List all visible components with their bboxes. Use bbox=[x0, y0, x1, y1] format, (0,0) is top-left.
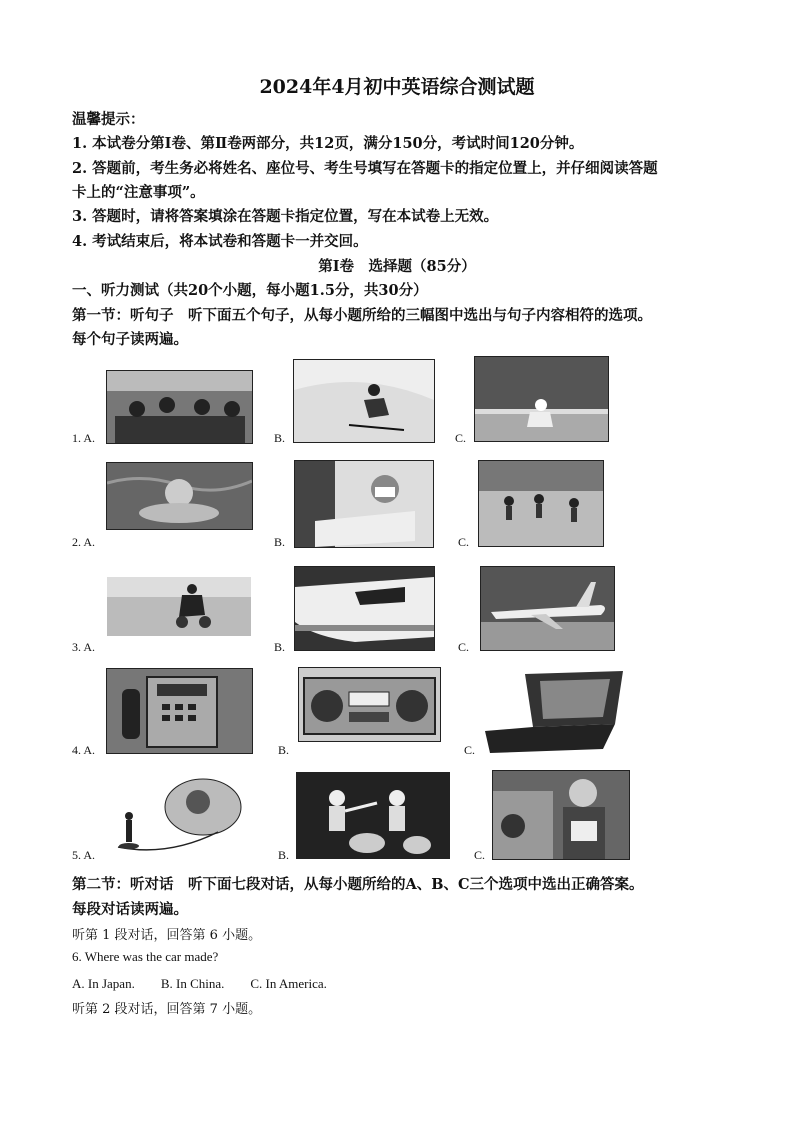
question-6: 6. Where was the car made? bbox=[72, 949, 219, 964]
laptop-photo bbox=[485, 669, 625, 753]
q5-option-b: B. bbox=[278, 848, 290, 862]
sub-section-instructions-2: 每个句子读两遍。 bbox=[72, 331, 188, 348]
dialogue-2-note: 听第 2 段对话，回答第 7 小题。 bbox=[72, 1002, 262, 1017]
part1-heading: 第Ⅰ卷 选择题（85分） bbox=[318, 258, 476, 275]
classroom-photo bbox=[106, 370, 253, 444]
q2-option-b: B. bbox=[274, 535, 286, 549]
airplane-photo bbox=[480, 566, 615, 651]
cartoon-phone-photo bbox=[108, 772, 246, 858]
tip-item: 4. 考试结束后，将本试卷和答题卡一并交回。 bbox=[72, 233, 368, 250]
q2-option-c: C. bbox=[458, 535, 470, 549]
tips-heading: 温馨提示： bbox=[72, 111, 145, 128]
q1-option-b: B. bbox=[274, 431, 286, 445]
sub-section-instructions: 第一节：听句子 听下面五个句子，从每小题所给的三幅图中选出与句子内容相符的选项。 bbox=[72, 307, 652, 324]
section-heading: 一、听力测试（共20个小题，每小题1.5分，共30分） bbox=[72, 282, 428, 299]
q1-option-c: C. bbox=[455, 431, 467, 445]
radio-photo bbox=[298, 667, 441, 742]
swimmer-photo bbox=[106, 462, 253, 530]
q3-option-b: B. bbox=[274, 640, 286, 654]
q5-label: 5. A. bbox=[72, 848, 96, 862]
q4-label: 4. A. bbox=[72, 743, 96, 757]
q4-option-c: C. bbox=[464, 743, 476, 757]
robot-dog-photo bbox=[474, 356, 609, 442]
dialogue-1-note: 听第 1 段对话，回答第 6 小题。 bbox=[72, 928, 262, 943]
robot-band-photo bbox=[296, 772, 450, 859]
tip-item: 1. 本试卷分第Ⅰ卷、第Ⅱ卷两部分，共12页，满分150分，考试时间120分钟。 bbox=[72, 135, 584, 152]
q1-label: 1. A. bbox=[72, 431, 96, 445]
payphone-photo bbox=[106, 668, 253, 754]
tip-item: 卡上的“注意事项”。 bbox=[72, 184, 205, 201]
motorcycle-photo bbox=[107, 577, 251, 636]
skating-rink-photo bbox=[478, 460, 604, 547]
q3-option-c: C. bbox=[458, 640, 470, 654]
q4-option-b: B. bbox=[278, 743, 290, 757]
q2-label: 2. A. bbox=[72, 535, 96, 549]
masked-worker-photo bbox=[294, 460, 434, 548]
sub-section-2-instructions-2: 每段对话读两遍。 bbox=[72, 901, 188, 918]
tip-item: 3. 答题时，请将答案填涂在答题卡指定位置，写在本试卷上无效。 bbox=[72, 208, 499, 225]
q5-option-c: C. bbox=[474, 848, 486, 862]
q3-label: 3. A. bbox=[72, 640, 96, 654]
question-6-options: A. In Japan. B. In China. C. In America. bbox=[72, 976, 327, 991]
exam-title: 2024年4月初中英语综合测试题 bbox=[259, 76, 535, 98]
courier-photo bbox=[492, 770, 630, 860]
sub-section-2-instructions: 第二节：听对话 听下面七段对话，从每小题所给的A、B、C三个选项中选出正确答案。 bbox=[72, 876, 644, 893]
high-speed-train-photo bbox=[294, 566, 435, 651]
tip-item: 2. 答题前，考生务必将姓名、座位号、考生号填写在答题卡的指定位置上，并仔细阅读答题 bbox=[72, 160, 658, 177]
skier-photo bbox=[293, 359, 435, 443]
